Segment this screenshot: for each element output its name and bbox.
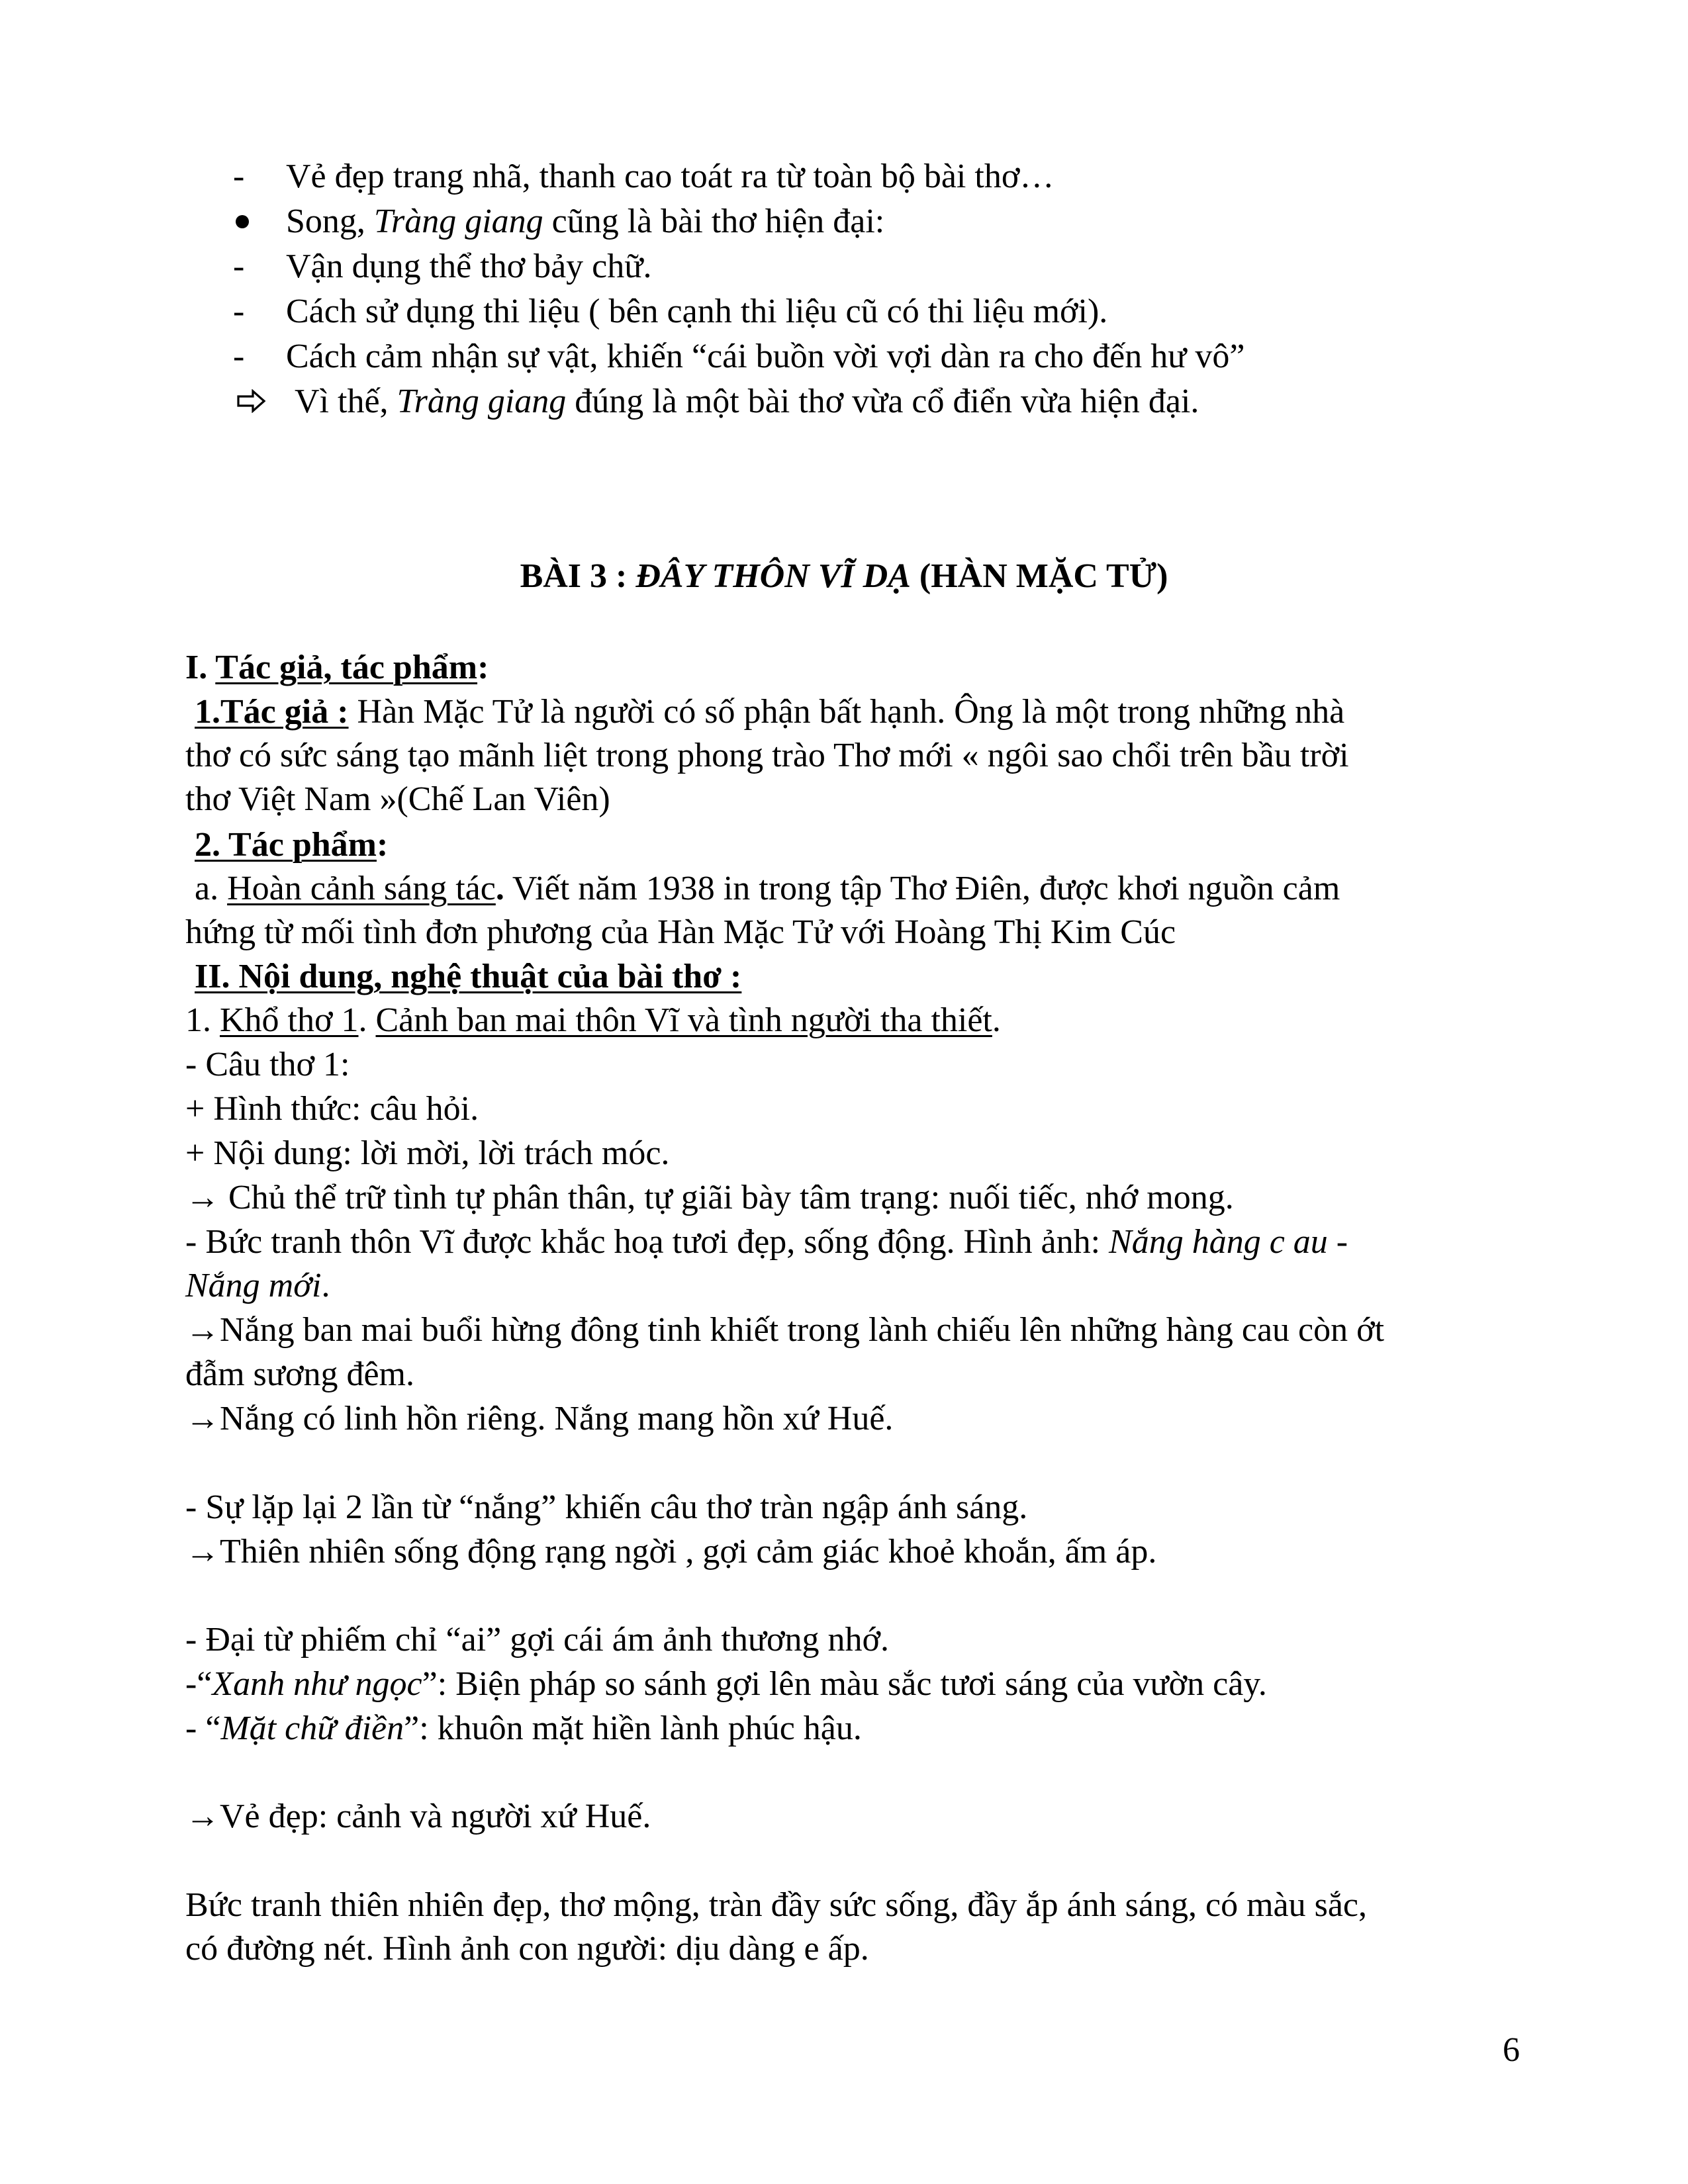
arrow-line: →Vẻ đẹp: cảnh và người xứ Huế. [185,1797,651,1835]
list-item [0,200,1688,244]
text-line: - Câu thơ 1: [185,1046,350,1083]
context-paragraph: a. Hoàn cảnh sáng tác. Viết năm 1938 in trong tập Thơ Điên, được khơi nguồn cảm hứng từ mối tình đơn phương của Hàn Mặc Tử với Hoàng Thị Kim Cúc [185,870,1340,951]
list-text: Vì thế, Tràng giang đúng là một bài thơ vừa cổ điển vừa hiện đại. [295,383,1199,420]
text-line: - Đại từ phiếm chỉ “ai” gợi cái ám ảnh thương nhớ. [185,1621,890,1659]
page-number: 6 [1503,2031,1520,2069]
arrow-line: → Chủ thể trữ tình tự phân thân, tự giãi bày tâm trạng: nuối tiếc, nhớ mong. [185,1179,1234,1216]
hollow-arrow-icon [237,389,266,413]
right-arrow-icon: → [185,1797,220,1835]
text-line: -“Xanh như ngọc”: Biện pháp so sánh gợi lên màu sắc tươi sáng của vườn cây. [185,1665,1267,1703]
list-text: Cách cảm nhận sự vật, khiến “cái buồn vời vợi dàn ra cho đến hư vô” [286,338,1245,375]
text-line: Nắng mới. [185,1267,330,1304]
section-heading: I. Tác giả, tác phẩm: [185,649,489,686]
right-arrow-icon: → [185,1533,220,1570]
list-item [0,290,1688,334]
author-label: 1.Tác giả : [195,693,349,731]
dash-marker: - [233,248,245,285]
list-item [0,155,1688,199]
text-line: đẫm sương đêm. [185,1355,414,1393]
text-line: + Hình thức: câu hỏi. [185,1090,479,1128]
section-heading: II. Nội dung, nghệ thuật của bài thơ : [195,958,742,995]
dash-marker: - [233,158,245,195]
summary-paragraph: Bức tranh thiên nhiên đẹp, thơ mộng, tràn đầy sức sống, đầy ắp ánh sáng, có màu sắc, có đường nét. Hình ảnh con người: dịu dàng e ấp. [185,1886,1367,1968]
list-item [0,245,1688,289]
list-item [0,335,1688,379]
list-item [0,380,1688,424]
text-line: - Sự lặp lại 2 lần từ “nắng” khiến câu thơ tràn ngập ánh sáng. [185,1488,1028,1526]
text-line: - Bức tranh thôn Vĩ được khắc hoạ tươi đẹp, sống động. Hình ảnh: Nắng hàng c au - [185,1223,1348,1261]
list-text: Vẻ đẹp trang nhã, thanh cao toát ra từ toàn bộ bài thơ… [286,158,1055,195]
list-text: Cách sử dụng thi liệu ( bên cạnh thi liệu cũ có thi liệu mới). [286,293,1108,330]
text-line: + Nội dung: lời mời, lời trách móc. [185,1134,670,1172]
dash-marker: - [233,293,245,330]
lesson-title: BÀI 3 : ĐÂY THÔN VĨ DẠ (HÀN MẶC TỬ) [520,557,1168,595]
dash-marker: - [233,338,245,375]
work-heading: 2. Tác phẩm: [195,826,389,864]
right-arrow-icon: → [185,1179,220,1216]
arrow-line: →Nắng có linh hồn riêng. Nắng mang hồn xứ Huế. [185,1400,894,1437]
right-arrow-icon: → [185,1311,220,1349]
text-line: - “Mặt chữ điền”: khuôn mặt hiền lành phúc hậu. [185,1709,862,1747]
right-arrow-icon: → [185,1400,220,1437]
bullet-icon [236,215,249,228]
arrow-line: →Thiên nhiên sống động rạng ngời , gợi cảm giác khoẻ khoắn, ấm áp. [185,1533,1157,1570]
list-text: Vận dụng thể thơ bảy chữ. [286,248,652,285]
stanza-heading: 1. Khổ thơ 1. Cảnh ban mai thôn Vĩ và tình người tha thiết. [185,1001,1001,1039]
author-paragraph: 1.Tác giả : Hàn Mặc Tử là người có số phận bất hạnh. Ông là một trong những nhà thơ có sức sáng tạo mãnh liệt trong phong trào Thơ mới « ngôi sao chổi trên bầu trời thơ Việt Nam »(Chế Lan Viên) [185,693,1349,818]
list-text: Song, Tràng giang cũng là bài thơ hiện đại: [286,203,885,240]
arrow-line: →Nắng ban mai buổi hừng đông tinh khiết trong lành chiếu lên những hàng cau còn ớt [185,1311,1385,1349]
